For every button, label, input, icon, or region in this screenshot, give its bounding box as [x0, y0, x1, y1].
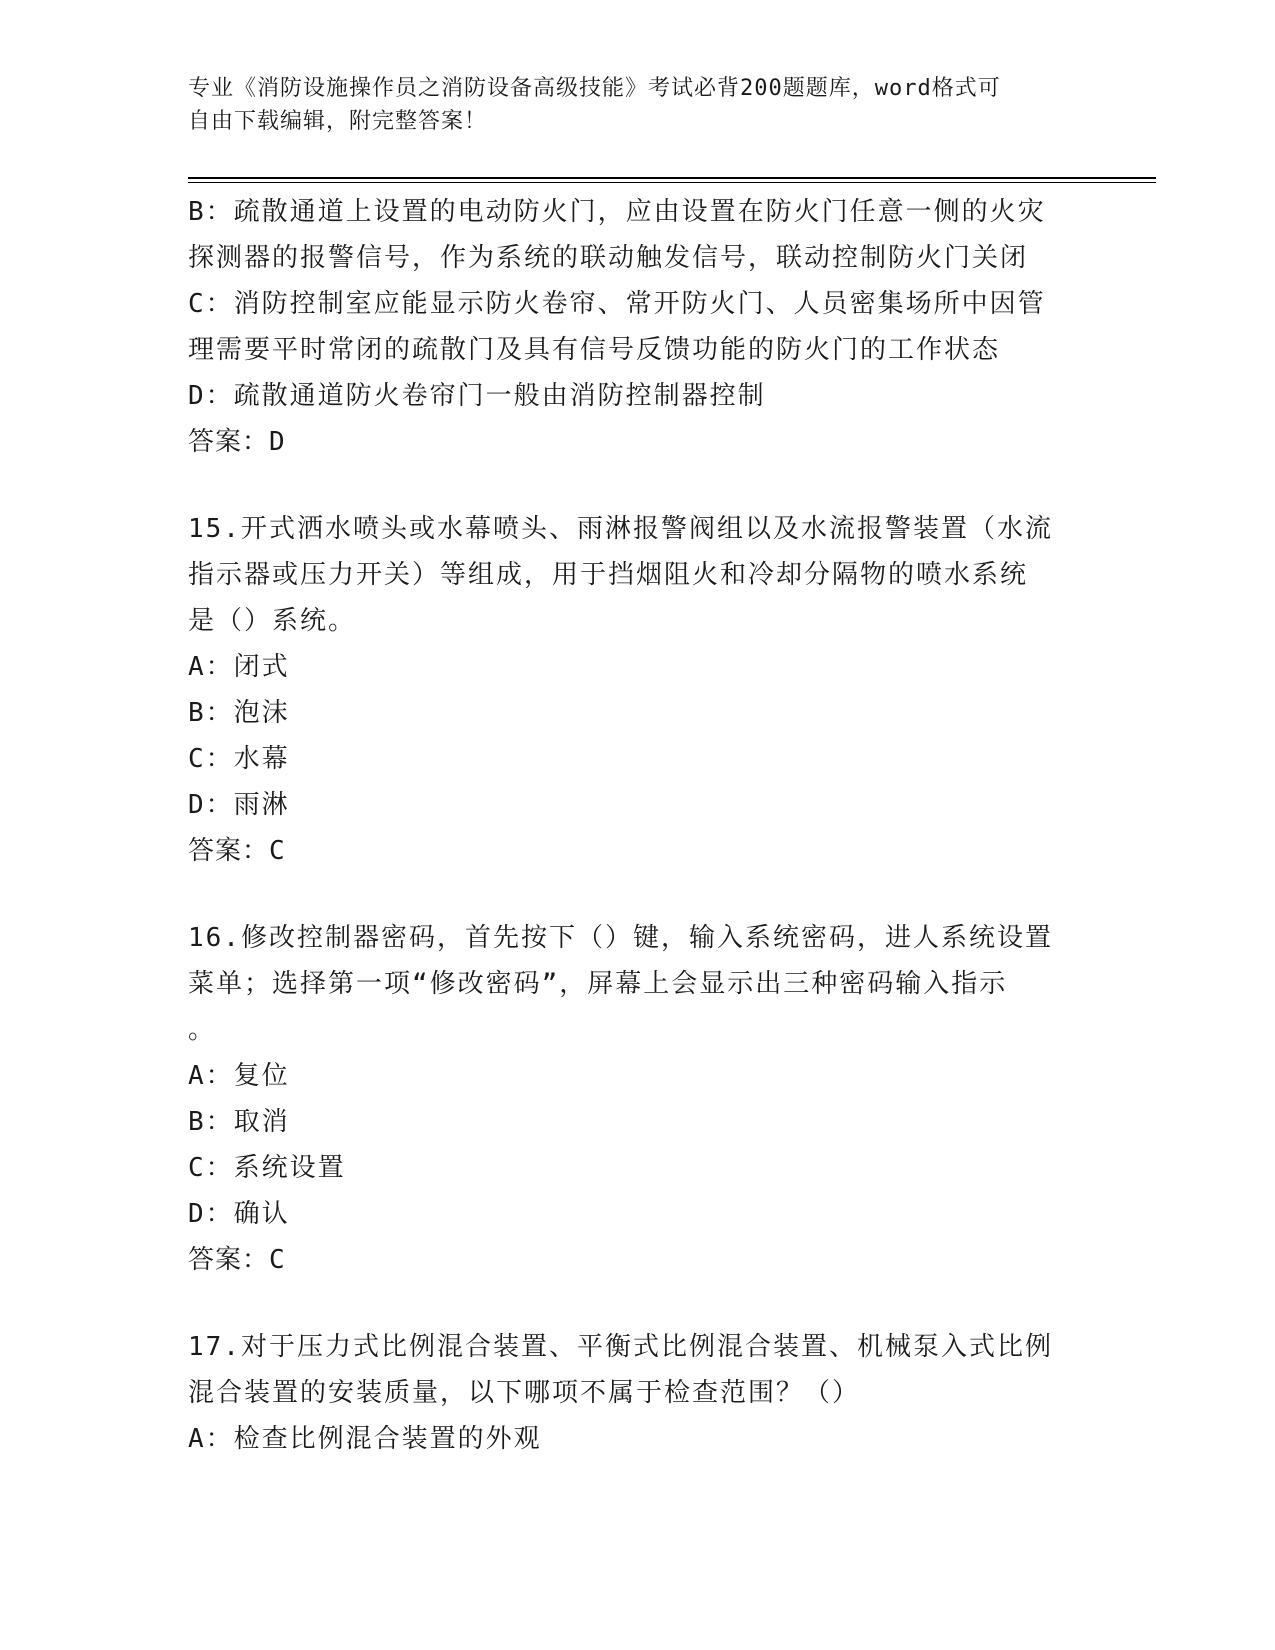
- header-line-1: 专业《消防设施操作员之消防设备高级技能》考试必背200题题库，word格式可: [188, 76, 1001, 101]
- answer-label: 答案：: [188, 1245, 270, 1275]
- question-14-tail: [188, 189, 1088, 465]
- option-b: B：取消: [188, 1107, 290, 1137]
- header-line-2: 自由下载编辑，附完整答案！: [188, 109, 488, 134]
- question-stem-line-3: 是（）系统。: [188, 606, 357, 636]
- answer-value: C: [269, 836, 286, 866]
- answer-line: [188, 828, 1088, 874]
- question-stem-line-1: 15.开式洒水喷头或水幕喷头、雨淋报警阀组以及水流报警装置（水流: [188, 514, 1053, 544]
- header-rule-thick: [188, 177, 1156, 179]
- spacer: [188, 1283, 1088, 1324]
- option-b-line-1: B：疏散通道上设置的电动防火门，应由设置在防火门任意一侧的火灾: [188, 197, 1046, 227]
- answer-line: [188, 419, 1088, 465]
- answer-label: 答案：: [188, 427, 270, 457]
- option-c-line-2: 理需要平时常闭的疏散门及具有信号反馈功能的防火门的工作状态: [188, 335, 1001, 365]
- option-c: C：水幕: [188, 744, 290, 774]
- spacer: [188, 874, 1088, 915]
- question-stem-line-2: 混合装置的安装质量，以下哪项不属于检查范围？（）: [188, 1378, 861, 1408]
- option-b: B：泡沫: [188, 698, 290, 728]
- question-content: [188, 189, 1088, 1462]
- option-c: C：系统设置: [188, 1153, 346, 1183]
- question-16: [188, 915, 1088, 1283]
- header-rule-thin: [188, 182, 1156, 183]
- question-17: [188, 1324, 1088, 1462]
- question-stem-line-2: 菜单；选择第一项“修改密码”，屏幕上会显示出三种密码输入指示: [188, 969, 1008, 999]
- option-a: A：闭式: [188, 652, 290, 682]
- question-stem-line-2: 指示器或压力开关）等组成，用于挡烟阻火和冷却分隔物的喷水系统: [188, 560, 1029, 590]
- question-stem-line-1: 16.修改控制器密码，首先按下（）键，输入系统密码，进人系统设置: [188, 923, 1053, 953]
- option-d: D：雨淋: [188, 790, 290, 820]
- spacer: [188, 465, 1088, 506]
- answer-label: 答案：: [188, 836, 270, 866]
- option-d: D：确认: [188, 1199, 290, 1229]
- question-stem-line-1: 17.对于压力式比例混合装置、平衡式比例混合装置、机械泵入式比例: [188, 1332, 1053, 1362]
- question-15: [188, 506, 1088, 874]
- option-b-line-2: 探测器的报警信号，作为系统的联动触发信号，联动控制防火门关闭: [188, 243, 1029, 273]
- option-a: A：复位: [188, 1061, 290, 1091]
- answer-line: [188, 1237, 1088, 1283]
- option-d: D：疏散通道防火卷帘门一般由消防控制器控制: [188, 381, 766, 411]
- document-header: [188, 72, 1068, 138]
- option-c-line-1: C：消防控制室应能显示防火卷帘、常开防火门、人员密集场所中因管: [188, 289, 1046, 319]
- question-stem-line-3: 。: [188, 1015, 217, 1045]
- option-a: A：检查比例混合装置的外观: [188, 1424, 542, 1454]
- answer-value: C: [269, 1245, 286, 1275]
- answer-value: D: [269, 427, 286, 457]
